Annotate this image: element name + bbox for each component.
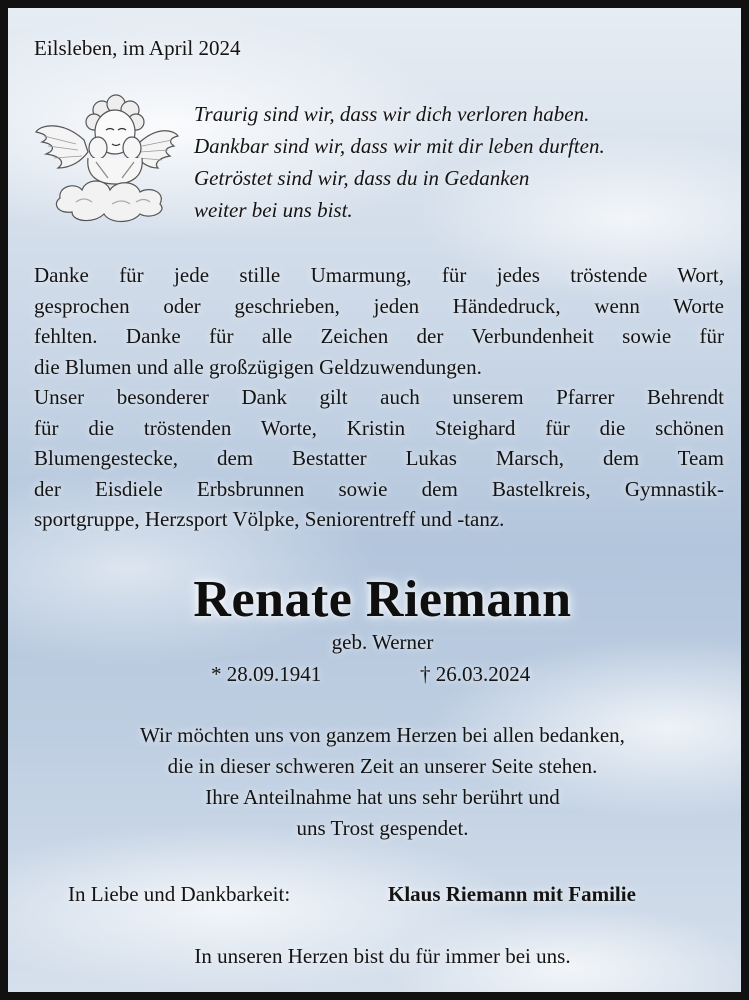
thanks-paragraph [34, 260, 724, 535]
closing-line: uns Trost gespendet. [296, 816, 469, 840]
birth-date: * 28.09.1941 [211, 662, 322, 686]
maiden-name: geb. Werner [331, 630, 434, 654]
death-date: † 26.03.2024 [420, 662, 531, 686]
thanks-line: gesprochen oder geschrieben, jeden Händedruck, wenn Worte [34, 293, 724, 318]
signature-label: In Liebe und Dankbarkeit: [68, 882, 291, 906]
closing-line: Ihre Anteilnahme hat uns sehr berührt und [205, 785, 560, 809]
signature-family: Klaus Riemann mit Familie [388, 882, 636, 906]
deceased-name: Renate Riemann [193, 571, 572, 628]
closing-message [8, 720, 749, 844]
thanks-line: für die tröstenden Worte, Kristin Steighard für die schönen [34, 415, 724, 440]
thanks-line: Unser besonderer Dank gilt auch unserem Pfarrer Behrendt [34, 385, 724, 409]
thanks-line: die Blumen und alle großzügigen Geldzuwendungen. [34, 354, 482, 379]
poem-verse [194, 98, 734, 226]
closing-line: die in dieser schweren Zeit an unserer Seite stehen. [167, 754, 598, 778]
thanks-line: fehlten. Danke für alle Zeichen der Verbundenheit sowie für [34, 324, 724, 348]
thanks-line: Danke für jede stille Umarmung, für jedes tröstende Wort, [34, 263, 724, 287]
thanks-line: der Eisdiele Erbsbrunnen sowie dem Bastelkreis, Gymnastik- [34, 476, 724, 501]
thanks-line: sportgruppe, Herzsport Völpke, Seniorentreff und -tanz. [34, 507, 505, 531]
poem-line: Traurig sind wir, dass wir dich verloren haben. [194, 102, 590, 126]
poem-line: Dankbar sind wir, dass wir mit dir leben durften. [194, 134, 605, 158]
poem-line: Getröstet sind wir, dass du in Gedanken [194, 166, 530, 190]
place-date: Eilsleben, im April 2024 [34, 36, 241, 60]
thanks-line: Blumengestecke, dem Bestatter Lukas Marsch, dem Team [34, 446, 724, 470]
final-line: In unseren Herzen bist du für immer bei uns. [194, 944, 571, 968]
poem-line: weiter bei uns bist. [194, 198, 353, 222]
angel-cherub-icon [32, 80, 182, 230]
closing-line: Wir möchten uns von ganzem Herzen bei allen bedanken, [140, 723, 625, 747]
